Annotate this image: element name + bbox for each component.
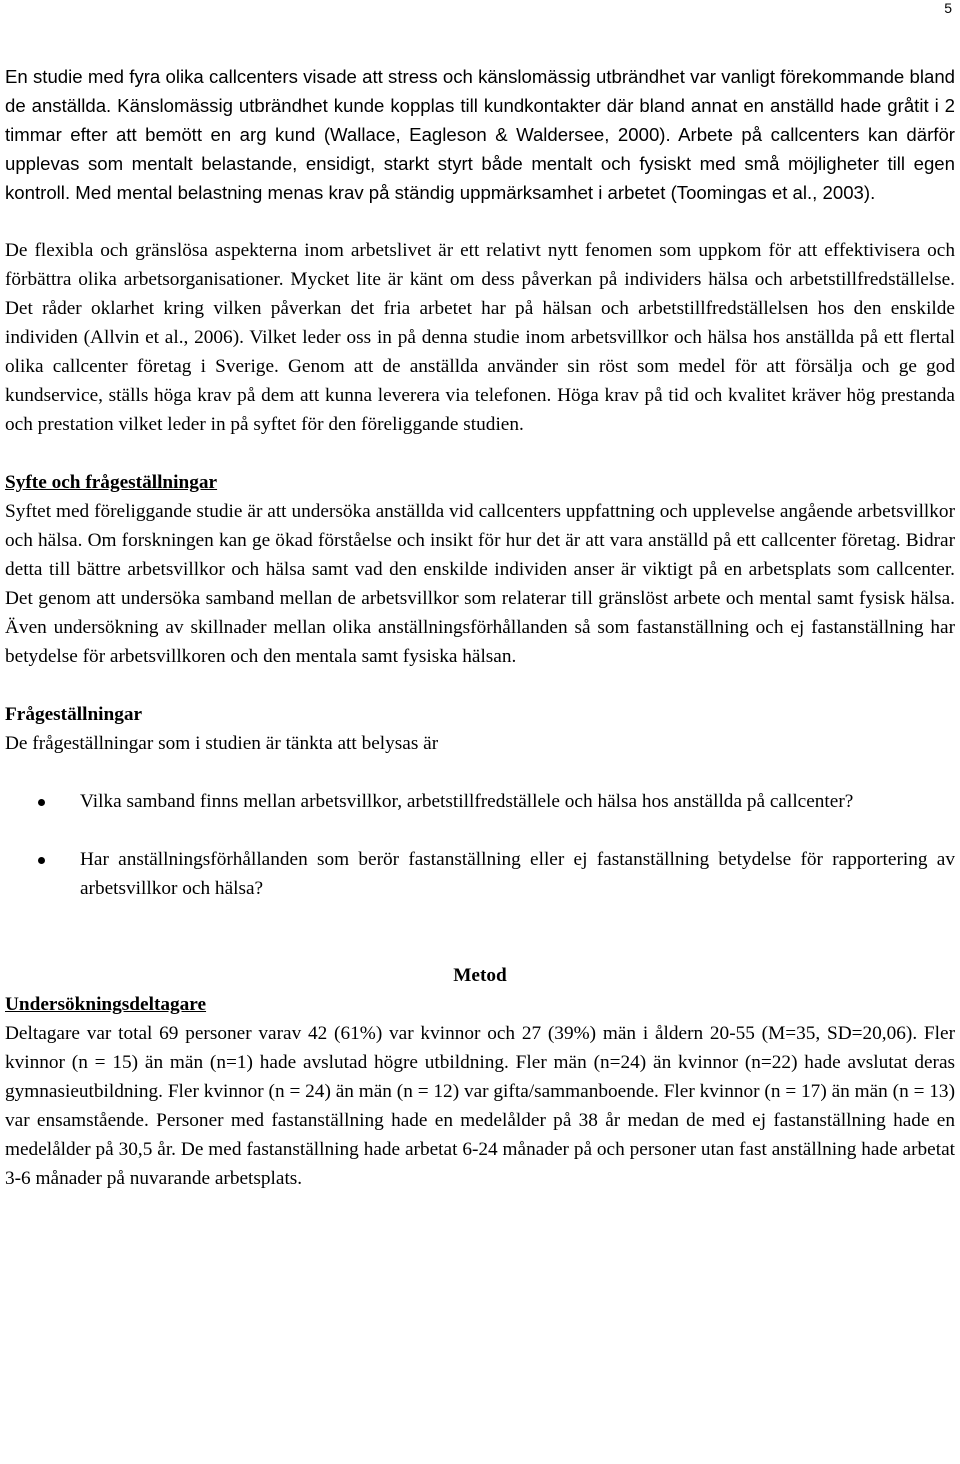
list-item [5,845,955,903]
flexible-work-paragraph: De flexibla och gränslösa aspekterna inom arbetslivet är ett relativt nytt fenomen som uppkom för att effektivisera och förbättra olika arbetsorganisationer. Mycket lite är känt om dess påverkan på individers hälsa och arbetstillfredställelse. Det råder oklarhet kring vilken påverkan det fria arbetet har på hälsan och arbetstillfredställelsen hos den enskilde individen (Allvin et al., 2006). Vilket leder oss in på denna studie inom arbetsvillkor och hälsa hos anställda på ett flertal olika callcenter företag i Sverige. Genom att de anställda använder sin röst som medel för att försälja och ge god kundservice, ställs höga krav på dem att kunna leverera via telefonen. Höga krav på tid och kvalitet kräver hög prestanda och prestation vilket leder in på syftet för den föreliggande studien. [5,240,955,435]
fragestallningar-intro: De frågeställningar som i studien är tänkta att belysas är [5,733,439,754]
list-item [5,787,955,816]
document-body [5,62,955,1193]
syfte-heading: Syfte och frågeställningar [5,472,218,493]
research-questions-list [5,787,955,903]
syfte-paragraph: Syftet med föreliggande studie är att undersöka anställda vid callcenters uppfattning och upplevelse angående arbetsvillkor och hälsa. Om forskningen kan ge ökad förståelse och insikt för hur det är att vara anställd på ett callcenter företag. Bidrar detta till bättre arbetsvillkor och hälsa samt vad den enskilde individen anser är viktigt på en arbetsplats som callcenter. Det genom att undersöka samband mellan de arbetsvillkor som relaterar till gränslöst arbete och mental samt fysisk hälsa. Även undersökning av skillnader mellan olika anställningsförhållanden så som fastanställning och ej fastanställning har betydelse för arbetsvillkoren och den mentala samt fysiska hälsan. [5,501,955,667]
bullet-icon [38,857,45,864]
metod-title: Metod [453,965,507,986]
fragestallningar-heading: Frågeställningar [5,704,143,725]
intro-paragraph: En studie med fyra olika callcenters visade att stress och känslomässig utbrändhet var vanligt förekommande bland de anställda. Känslomässig utbrändhet kunde kopplas till kundkontakter där bland annat en anställd hade gråtit i 2 timmar efter att bemött en arg kund (Wallace, Eagleson & Waldersee, 2000). Arbete på callcenters kan därför upplevas som mentalt belastande, ensidigt, starkt styrt både mentalt och fysiskt med små möjligheter till egen kontroll. Med mental belastning menas krav på ständig uppmärksamhet i arbetet (Toomingas et al., 2003). [5,66,955,203]
bullet-icon [38,799,45,806]
list-item-text: Har anställningsförhållanden som berör fastanställning eller ej fastanställning betydelse för rapportering av arbetsvillkor och hälsa? [80,849,955,899]
page-number: 5 [944,0,952,16]
deltagare-heading: Undersökningsdeltagare [5,994,207,1015]
list-item-text: Vilka samband finns mellan arbetsvillkor, arbetstillfredställele och hälsa hos anställda på callcenter? [80,791,854,812]
deltagare-paragraph: Deltagare var total 69 personer varav 42 (61%) var kvinnor och 27 (39%) män i åldern 20-55 (M=35, SD=20,06). Fler kvinnor (n = 15) än män (n=1) hade avslutad högre utbildning. Fler män (n=24) än kvinnor (n=22) hade avslutat deras gymnasieutbildning. Fler kvinnor (n = 24) än män (n = 12) var gifta/sammanboende. Fler kvinnor (n = 17) än män (n = 13) var ensamstående. Personer med fastanställning hade en medelålder på 38 år medan de med ej fastanställning hade en medelålder på 30,5 år. De med fastanställning hade arbetat 6-24 månader på och personer utan fast anställning hade arbetat 3-6 månader på nuvarande arbetsplats. [5,1023,955,1189]
